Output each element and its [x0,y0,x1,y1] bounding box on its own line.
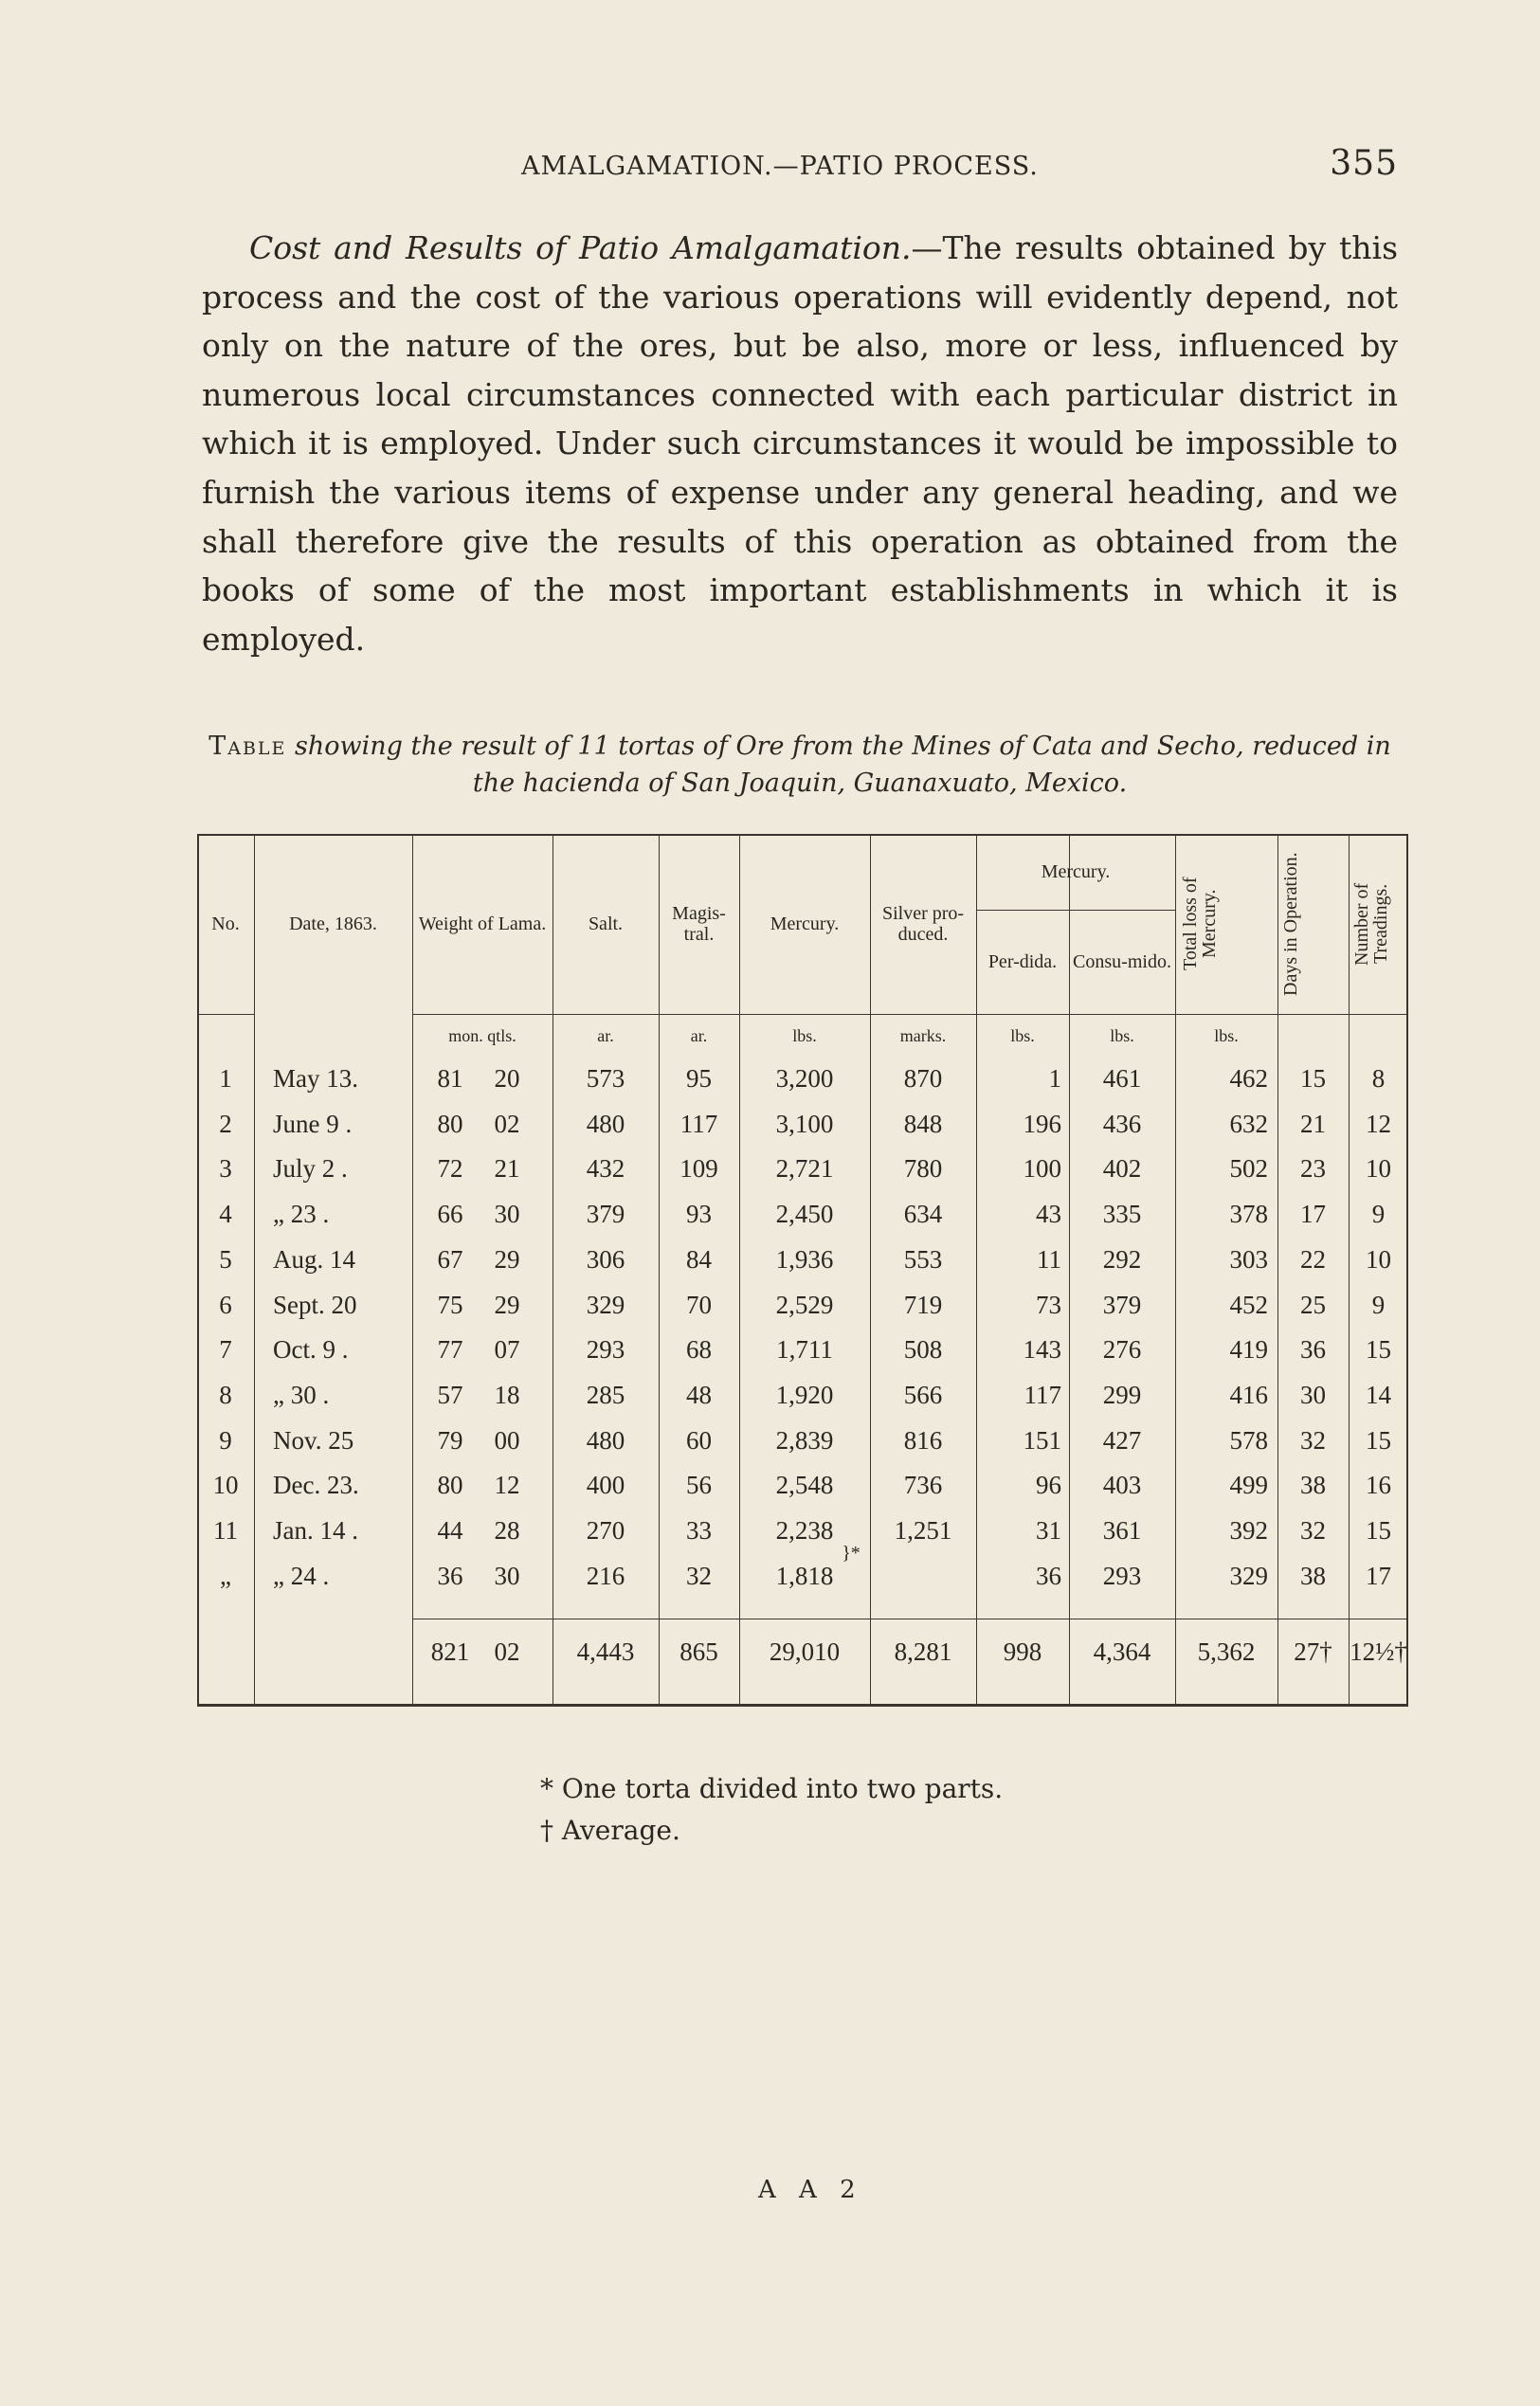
cell-consumido: 436 [1102,1109,1142,1138]
cell-days: 22 [1300,1244,1326,1274]
cell-date: July 2 . [273,1154,348,1184]
cell-qtls: 30 [494,1561,520,1590]
cell-perdida: 31 [1036,1516,1061,1545]
cell-total-loss: 632 [1229,1109,1268,1138]
cell-total-loss: 329 [1229,1561,1268,1590]
signature-mark: A A 2 [758,2176,863,2204]
unit-consumido: lbs. [1110,1026,1134,1045]
cell-magistral: 84 [686,1244,712,1274]
unit-magistral: ar. [690,1026,708,1045]
cell-consumido: 361 [1102,1516,1142,1545]
cell-perdida: 117 [1024,1380,1061,1409]
cell-magistral: 68 [686,1335,712,1365]
cell-salt: 285 [586,1380,625,1409]
cell-treadings: 10 [1366,1154,1391,1184]
cell-no: 2 [219,1109,232,1138]
cell-perdida: 36 [1036,1561,1061,1590]
cell-mercury: 2,839 [775,1425,834,1455]
cell-no: 4 [219,1200,232,1229]
cell-date: Dec. 23. [273,1471,359,1500]
cell-treadings: 17 [1366,1561,1391,1590]
footnote-asterisk: * One torta divided into two parts. [540,1773,1004,1804]
cell-consumido: 403 [1102,1471,1142,1500]
table-bottom-rule [197,1704,1408,1707]
cell-salt: 480 [586,1109,625,1138]
cell-qtls: 29 [494,1244,520,1274]
cell-qtls: 18 [494,1380,520,1409]
unit-salt: ar. [597,1026,614,1045]
cell-magistral: 33 [686,1516,712,1545]
cell-perdida: 43 [1036,1200,1061,1229]
cell-mon: 66 [437,1200,463,1229]
cell-no: 1 [219,1064,232,1093]
total-silver: 8,281 [894,1637,952,1666]
cell-mercury: 3,100 [775,1109,834,1138]
cell-salt: 216 [586,1561,625,1590]
cell-silver: 566 [903,1380,943,1409]
cell-salt: 270 [586,1516,625,1545]
cell-mercury: 1,920 [775,1380,834,1409]
header-treadings: Number of Treadings. [1351,882,1391,966]
unit-total_loss: lbs. [1214,1026,1239,1045]
cell-magistral: 56 [686,1471,712,1500]
cell-date: May 13. [273,1064,358,1093]
cell-mon: 67 [437,1244,463,1274]
cell-salt: 379 [586,1200,625,1229]
cell-magistral: 95 [686,1064,712,1093]
cell-magistral: 117 [679,1109,718,1138]
cell-days: 15 [1300,1064,1326,1093]
cell-qtls: 30 [494,1200,520,1229]
header-silver: Silver pro-duced. [881,903,965,945]
cell-silver: 1,251 [894,1516,952,1545]
cell-treadings: 15 [1366,1425,1391,1455]
cell-silver: 634 [903,1200,943,1229]
cell-salt: 432 [586,1154,625,1184]
cell-magistral: 70 [686,1290,712,1319]
header-weight: Weight of Lama. [418,914,547,934]
cell-silver: 508 [903,1335,943,1365]
cell-total-loss: 502 [1229,1154,1268,1184]
cell-silver: 848 [903,1109,943,1138]
cell-no: 9 [219,1425,232,1455]
cell-total-loss: 419 [1229,1335,1268,1365]
cell-silver: 719 [903,1290,943,1319]
cell-magistral: 93 [686,1200,712,1229]
cell-date: „ 23 . [273,1200,330,1229]
cell-consumido: 299 [1102,1380,1142,1409]
total-consumido: 4,364 [1093,1637,1151,1666]
cell-mon: 57 [437,1380,463,1409]
cell-no: „ [220,1561,231,1590]
cell-perdida: 1 [1048,1064,1061,1093]
cell-treadings: 10 [1366,1244,1391,1274]
cell-mercury: 2,548 [775,1471,834,1500]
header-rule [412,1014,1408,1015]
cell-qtls: 21 [494,1154,520,1184]
header-consumido: Consu-mido. [1073,951,1171,972]
header-perdida: Per-dida. [987,951,1058,972]
paragraph-body: —The results obtained by this process and the cost of the various operations will evidently depend, not only on the nature of the ores, but be also, more or less, influenced by numerous local circumstances connected with each particular district in which it is employed. Under such circumstances it would be impossible to furnish the various items of expense under any general heading, and we shall therefore give the results of this operation as obtained from the books of some of the most important establishments in which it is employed. [202,229,1399,658]
cell-consumido: 293 [1102,1561,1142,1590]
cell-days: 32 [1300,1425,1326,1455]
cell-total-loss: 392 [1229,1516,1268,1545]
total-mon: 821 [430,1637,470,1666]
cell-total-loss: 462 [1229,1064,1268,1093]
cell-days: 25 [1300,1290,1326,1319]
cell-date: Sept. 20 [273,1290,357,1319]
cell-treadings: 14 [1366,1380,1391,1409]
unit-silver: marks. [899,1026,947,1045]
cell-consumido: 292 [1102,1244,1142,1274]
cell-no: 6 [219,1290,232,1319]
total-days: 27† [1294,1637,1332,1666]
cell-mon: 75 [437,1290,463,1319]
cell-mercury: 2,450 [775,1200,834,1229]
cell-mercury: 1,936 [775,1244,834,1274]
paragraph-lead: Cost and Results of Patio Amalgamation. [249,229,912,266]
cell-mercury: 2,529 [775,1290,834,1319]
cell-date: Oct. 9 . [273,1335,349,1365]
cell-total-loss: 452 [1229,1290,1268,1319]
column-rule [254,834,255,1704]
cell-days: 38 [1300,1561,1326,1590]
cell-perdida: 11 [1037,1244,1061,1274]
cell-salt: 306 [586,1244,625,1274]
cell-treadings: 9 [1371,1200,1386,1229]
cell-silver: 736 [903,1471,943,1500]
cell-salt: 400 [586,1471,625,1500]
cell-consumido: 402 [1102,1154,1142,1184]
cell-mon: 36 [437,1561,463,1590]
header-total-loss: Total loss of Mercury. [1180,877,1220,971]
cell-date: Nov. 25 [273,1425,354,1455]
cell-days: 21 [1300,1109,1326,1138]
cell-salt: 480 [586,1425,625,1455]
cell-qtls: 28 [494,1516,520,1545]
unit-perdida: lbs. [1010,1026,1035,1045]
cell-qtls: 07 [494,1335,520,1365]
table-caption [202,728,1398,802]
cell-mercury: 1,818 [775,1561,834,1590]
cell-treadings: 8 [1371,1064,1386,1093]
cell-no: 10 [212,1471,239,1500]
cell-mercury: 1,711 [776,1335,833,1365]
cell-qtls: 20 [494,1064,520,1093]
cell-mon: 81 [437,1064,463,1093]
cell-days: 38 [1300,1471,1326,1500]
footnote-dagger: † Average. [540,1815,680,1846]
cell-silver: 553 [903,1244,943,1274]
cell-magistral: 60 [686,1425,712,1455]
column-rule [412,834,413,1704]
cell-mercury: 2,721 [775,1154,834,1184]
cell-consumido: 461 [1102,1064,1142,1093]
cell-mon: 44 [437,1516,463,1545]
cell-magistral: 32 [686,1561,712,1590]
cell-treadings: 12 [1366,1109,1391,1138]
header-date: Date, 1863. [289,914,377,934]
cell-qtls: 02 [494,1109,520,1138]
cell-silver: 870 [903,1064,943,1093]
cell-no: 7 [219,1335,232,1365]
cell-date: June 9 . [273,1109,353,1138]
cell-perdida: 196 [1023,1109,1061,1138]
cell-total-loss: 378 [1229,1200,1268,1229]
cell-treadings: 16 [1366,1471,1391,1500]
cell-perdida: 143 [1023,1335,1061,1365]
cell-no: 11 [213,1516,238,1545]
total-mercury: 29,010 [769,1637,841,1666]
cell-perdida: 100 [1023,1154,1061,1184]
total-loss: 5,362 [1197,1637,1256,1666]
running-title: AMALGAMATION.—PATIO PROCESS. [521,152,1039,181]
cell-treadings: 15 [1366,1335,1391,1365]
cell-days: 17 [1300,1200,1326,1229]
cell-no: 8 [219,1380,232,1409]
cell-date: „ 24 . [273,1561,330,1590]
cell-date: Jan. 14 . [273,1516,358,1545]
header-mercury-group: Mercury. [1041,861,1111,882]
page-number: 355 [1330,144,1398,183]
total-magistral: 865 [679,1637,718,1666]
results-table [197,834,1408,1708]
cell-total-loss: 303 [1229,1244,1268,1274]
cell-magistral: 48 [686,1380,712,1409]
cell-date: Aug. 14 [273,1244,355,1274]
cell-mon: 80 [437,1109,463,1138]
cell-total-loss: 499 [1229,1471,1268,1500]
cell-consumido: 276 [1102,1335,1142,1365]
cell-total-loss: 416 [1229,1380,1268,1409]
total-treadings: 12½† [1350,1637,1407,1666]
cell-mon: 80 [437,1471,463,1500]
cell-mercury: 2,238 [775,1516,834,1545]
cell-salt: 293 [586,1335,625,1365]
total-qtls: 02 [494,1637,520,1666]
cell-date: „ 30 . [273,1380,330,1409]
header-mercury: Mercury. [770,914,840,934]
cell-days: 30 [1300,1380,1326,1409]
cell-qtls: 12 [494,1471,520,1500]
cell-mon: 79 [437,1425,463,1455]
cell-silver: 780 [903,1154,943,1184]
unit-weight: mon. qtls. [448,1026,516,1045]
cell-consumido: 335 [1102,1200,1142,1229]
cell-qtls: 29 [494,1290,520,1319]
cell-mercury: 3,200 [775,1064,834,1093]
unit-mercury: lbs. [792,1026,817,1045]
cell-perdida: 151 [1023,1425,1061,1455]
cell-silver: 816 [903,1425,943,1455]
caption-text: showing the result of 11 tortas of Ore from the Mines of Cata and Secho, reduced in the hacienda of San Joaquin, Guanaxuato, Mexico. [295,732,1391,798]
cell-salt: 329 [586,1290,625,1319]
cell-no: 5 [219,1244,232,1274]
intro-paragraph [202,224,1398,663]
cell-perdida: 73 [1036,1290,1061,1319]
header-salt: Salt. [588,914,624,934]
brace-mark: }* [842,1542,861,1564]
header-magistral: Magis-tral. [672,903,726,945]
cell-consumido: 427 [1102,1425,1142,1455]
cell-no: 3 [219,1154,232,1184]
cell-qtls: 00 [494,1425,520,1455]
caption-lead: Table [208,732,287,761]
total-perdida: 998 [1003,1637,1042,1666]
header-days: Days in Operation. [1280,852,1301,996]
cell-days: 23 [1300,1154,1326,1184]
cell-days: 36 [1300,1335,1326,1365]
cell-treadings: 15 [1366,1516,1391,1545]
cell-magistral: 109 [679,1154,718,1184]
cell-consumido: 379 [1102,1290,1142,1319]
cell-days: 32 [1300,1516,1326,1545]
cell-mon: 72 [437,1154,463,1184]
cell-treadings: 9 [1371,1290,1386,1319]
cell-perdida: 96 [1036,1471,1061,1500]
cell-total-loss: 578 [1229,1425,1268,1455]
cell-mon: 77 [437,1335,463,1365]
cell-salt: 573 [586,1064,625,1093]
header-rule [197,1014,254,1015]
header-no: No. [211,914,240,934]
total-salt: 4,443 [576,1637,635,1666]
cell-silver [870,1562,976,1590]
